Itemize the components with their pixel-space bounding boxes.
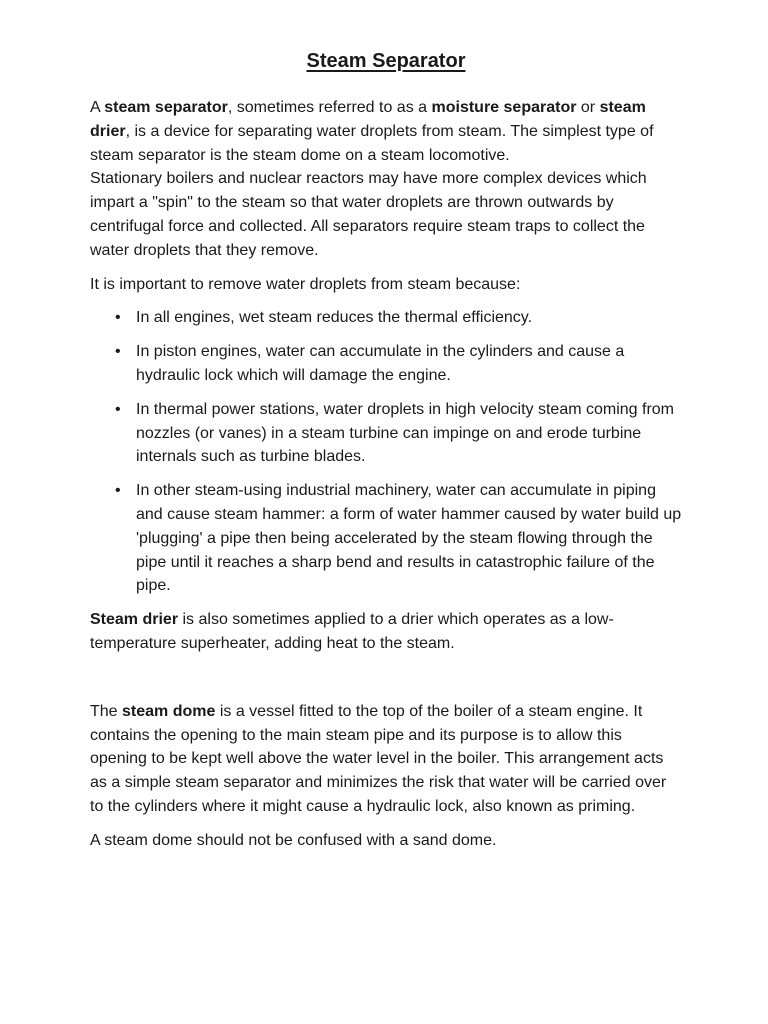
dome-text-1: The xyxy=(90,702,123,720)
intro-text-5: Stationary boilers and nuclear reactors may have more complex devices which impart a "spin" to the steam so that water droplets are thrown outwards by centrifugal force and collected. All separators require steam traps to collect the water droplets that they remove. xyxy=(90,170,647,259)
intro-text-1: A xyxy=(90,99,105,116)
list-item-text: In thermal power stations, water droplets in high velocity steam coming from nozzles (or vanes) in a steam turbine can impinge on and erode turbine internals such as turbine blades. xyxy=(136,400,675,466)
list-item xyxy=(115,479,682,598)
list-item-text: In piston engines, water can accumulate in the cylinders and cause a hydraulic lock which will damage the engine. xyxy=(136,343,625,384)
list-item xyxy=(115,340,682,388)
intro-text-2: , sometimes referred to as a xyxy=(227,99,432,116)
sand-dome-note: A steam dome should not be confused with a sand dome. xyxy=(90,831,497,849)
intro-text-4: , is a device for separating water droplets from steam. The simplest type of steam separator is the steam dome on a steam locomotive. xyxy=(90,122,654,164)
bullet-marker: • xyxy=(115,343,121,361)
term-steam-drier-2: Steam drier xyxy=(90,611,179,629)
drier-note-text: is also sometimes applied to a drier which operates as a low-temperature superheater, adding heat to the steam. xyxy=(90,611,614,652)
list-item-text: In all engines, wet steam reduces the thermal efficiency. xyxy=(136,309,533,327)
term-steam-separator: steam separator xyxy=(104,99,228,116)
steam-dome-paragraph xyxy=(90,700,682,819)
term-steam-dome: steam dome xyxy=(122,702,216,720)
list-item-text: In other steam-using industrial machinery, water can accumulate in piping and cause steam hammer: a form of water hammer caused by water build up 'plugging' a pipe then being accelerated by the steam flowing through the pipe until it reaches a sharp bend and results in catastrophic failure of the pipe. xyxy=(136,482,682,595)
dome-text-2: is a vessel fitted to the top of the boiler of a steam engine. It contains the opening to the main steam pipe and its purpose is to allow this opening to be kept well above the water level in the boiler. This arrangement acts as a simple steam separator and minimizes the risk that water will be carried over to the cylinders where it might cause a hydraulic lock, also known as priming. xyxy=(90,702,667,815)
intro-text-3: or xyxy=(576,99,600,116)
intro-paragraph xyxy=(90,96,682,263)
bullet-marker: • xyxy=(115,400,121,418)
term-steam-drier: steam drier xyxy=(90,99,646,140)
page-title: Steam Separator xyxy=(306,50,466,72)
term-moisture-separator: moisture separator xyxy=(431,99,577,116)
document-page xyxy=(90,45,682,863)
reasons-list xyxy=(90,306,682,598)
bullet-marker: • xyxy=(115,309,121,327)
bullet-marker: • xyxy=(115,482,121,500)
drier-note-paragraph xyxy=(90,608,682,656)
reasons-lead-paragraph: It is important to remove water droplets from steam because: xyxy=(90,275,521,293)
list-item xyxy=(115,306,682,330)
section-gap xyxy=(90,666,682,700)
list-item xyxy=(115,398,682,469)
